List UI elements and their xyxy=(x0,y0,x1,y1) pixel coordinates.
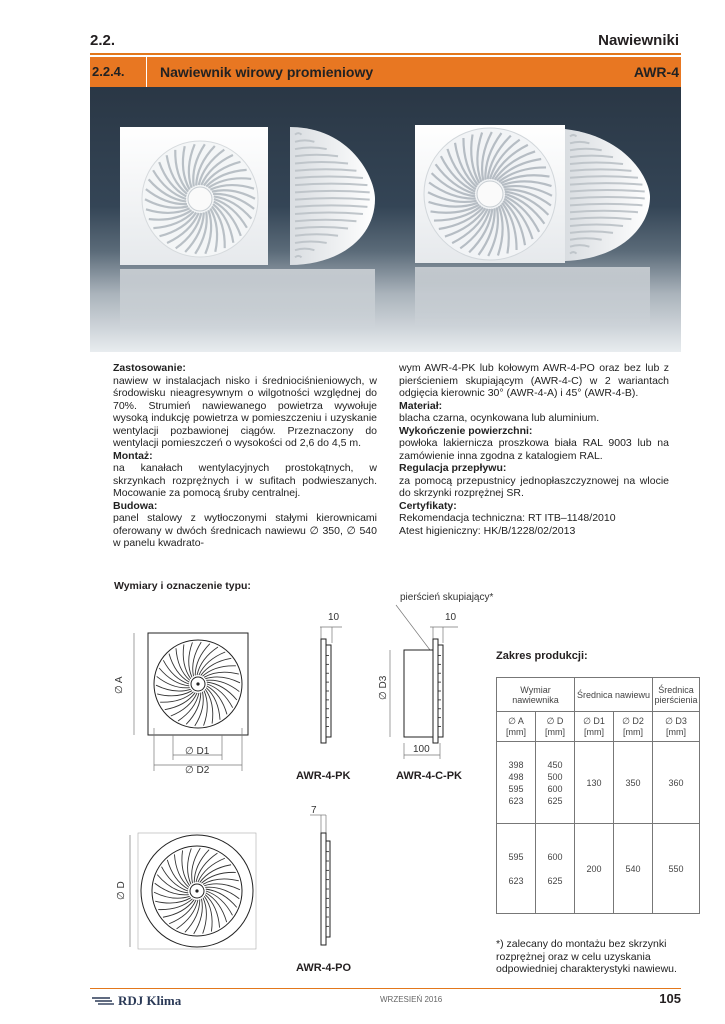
page-number: 105 xyxy=(659,991,681,1006)
round-diffuser-side xyxy=(565,129,650,261)
column-header-d3: ∅ D3 [mm] xyxy=(653,712,700,742)
brand-logo-icon xyxy=(92,994,114,1010)
paragraph-heading: Zastosowanie: xyxy=(113,362,186,374)
brand-name: RDJ Klima xyxy=(118,993,182,1008)
paragraph-heading: Certyfikaty: xyxy=(399,499,457,512)
table-cell-d: 600 625 xyxy=(536,824,575,914)
header-rule xyxy=(90,53,681,55)
product-photo xyxy=(90,87,681,352)
paragraph-text: powłoka lakiernicza proszkowa biała RAL 9003 lub na zamówienie inna zgodna z katalogiem RAL. xyxy=(399,437,669,462)
paragraph-text: na kanałach wentylacyjnych prostokątnych, w skrzynkach rozprężnych i w sufitach podwieszanych. Mocowanie za pomocą śruby centralnej. xyxy=(113,462,377,499)
paragraph-text: panel stalowy z wytłoczonymi stałymi kierownicami oferowany w dwóch średnicach nawiewu ∅ 350, ∅ 540 w panelu kwadrato- xyxy=(113,512,377,549)
column-header-d1: ∅ D1 [mm] xyxy=(575,712,614,742)
model-pk-label: AWR-4-PK xyxy=(296,770,351,782)
square-diffuser-side xyxy=(290,127,375,265)
paragraph-heading: Montaż: xyxy=(113,449,153,462)
footer-date: WRZESIEŃ 2016 xyxy=(380,995,443,1004)
paragraph-text: za pomocą przepustnicy jednopłaszczyznowej na wlocie do skrzynki rozprężnej SR. xyxy=(399,474,669,499)
reflection-left xyxy=(120,269,375,329)
pk-side-drawing xyxy=(320,627,342,743)
paragraph-heading: Materiał: xyxy=(399,399,443,412)
group-header-outlet: Średnica nawiewu xyxy=(575,678,653,712)
group-header-size: Wymiar nawiewnika xyxy=(497,678,575,712)
paragraph-heading: Wykończenie powierzchni: xyxy=(399,424,533,437)
paragraph-text: Atest higieniczny: HK/B/1228/02/2013 xyxy=(399,524,576,537)
table-cell-d3: 360 xyxy=(653,742,700,824)
table-cell-a: 398 498 595 623 xyxy=(497,742,536,824)
cpk-dim-10: 10 xyxy=(445,612,457,623)
column-header-d2: ∅ D2 [mm] xyxy=(614,712,653,742)
subsection-number: 2.2.4. xyxy=(92,64,125,79)
production-title: Zakres produkcji: xyxy=(496,650,588,662)
reflection-right xyxy=(415,267,650,327)
pk-dim-10: 10 xyxy=(328,612,340,623)
label-d2: ∅ D2 xyxy=(185,765,210,776)
subsection-title: Nawiewnik wirowy promieniowy xyxy=(160,64,374,80)
model-po-label: AWR-4-PO xyxy=(296,962,351,974)
model-cpk-label: AWR-4-C-PK xyxy=(396,770,462,782)
po-dim-7: 7 xyxy=(311,805,317,816)
label-d1: ∅ D1 xyxy=(185,746,210,757)
footer-rule xyxy=(90,988,681,989)
table-cell-d1: 200 xyxy=(575,824,614,914)
column-header-d: ∅ D [mm] xyxy=(536,712,575,742)
production-table xyxy=(496,677,700,914)
label-a: ∅ A xyxy=(114,676,125,694)
dimensions-title: Wymiary i oznaczenie typu: xyxy=(114,580,251,592)
paragraph-heading: Budowa: xyxy=(113,499,158,512)
group-header-ring: Średnica pierścienia xyxy=(653,678,700,712)
product-photo-illustration xyxy=(90,87,681,352)
dimension-drawings xyxy=(100,595,480,990)
po-side-drawing xyxy=(310,815,330,945)
table-cell-d2: 540 xyxy=(614,824,653,914)
table-cell-a: 595 623 xyxy=(497,824,536,914)
description-left-column xyxy=(113,362,377,550)
section-number: 2.2. xyxy=(90,32,116,49)
paragraph-text: Rekomendacja techniczna: RT ITB–1148/2010 xyxy=(399,512,616,524)
table-row xyxy=(497,824,700,914)
column-header-a: ∅ A [mm] xyxy=(497,712,536,742)
label-d: ∅ D xyxy=(116,881,127,900)
paragraph-text: nawiew w instalacjach nisko i średniociśnieniowych, w środowisku nieagresywnym o wilgotności względnej do 70%. Strumień nawiewanego powietrza wywołuje wysoką indukcję powietrza w pomieszczeniu i uzyskanie wentylacji pozbawionej ciągów. Przeznaczony do wentylacji pomieszczeń o wysokości od 2,6 do 4,5 m. xyxy=(113,374,377,449)
footnote: *) zalecany do montażu bez skrzynki rozprężnej oraz w celu uzyskania odpowiedniej charakterystyki nawiewu. xyxy=(496,938,677,975)
square-diffuser-front xyxy=(120,127,268,265)
section-title: Nawiewniki xyxy=(598,32,679,49)
table-cell-d1: 130 xyxy=(575,742,614,824)
table-cell-d: 450 500 600 625 xyxy=(536,742,575,824)
paragraph-heading: Regulacja przepływu: xyxy=(399,462,507,474)
paragraph-text: wym AWR-4-PK lub kołowym AWR-4-PO oraz bez lub z pierścieniem skupiającym (AWR-4-C) w 2 wariantach odgięcia kierownic 30° (AWR-4-A) i 45° (AWR-4-B). xyxy=(399,362,669,399)
table-row xyxy=(497,742,700,824)
cpk-dim-100: 100 xyxy=(413,744,430,755)
label-d3: ∅ D3 xyxy=(378,675,389,700)
po-front-drawing xyxy=(130,833,256,949)
table-cell-d2: 350 xyxy=(614,742,653,824)
cpk-side-drawing xyxy=(390,605,458,759)
product-code: AWR-4 xyxy=(633,64,679,80)
description-right-column xyxy=(399,362,669,537)
title-bar-divider xyxy=(146,57,147,87)
table-cell-d3: 550 xyxy=(653,824,700,914)
ring-label: pierścień skupiający* xyxy=(400,592,494,603)
paragraph-text: blacha czarna, ocynkowana lub aluminium. xyxy=(399,412,600,424)
round-diffuser-front xyxy=(415,125,565,263)
brand-logo xyxy=(92,993,181,1010)
